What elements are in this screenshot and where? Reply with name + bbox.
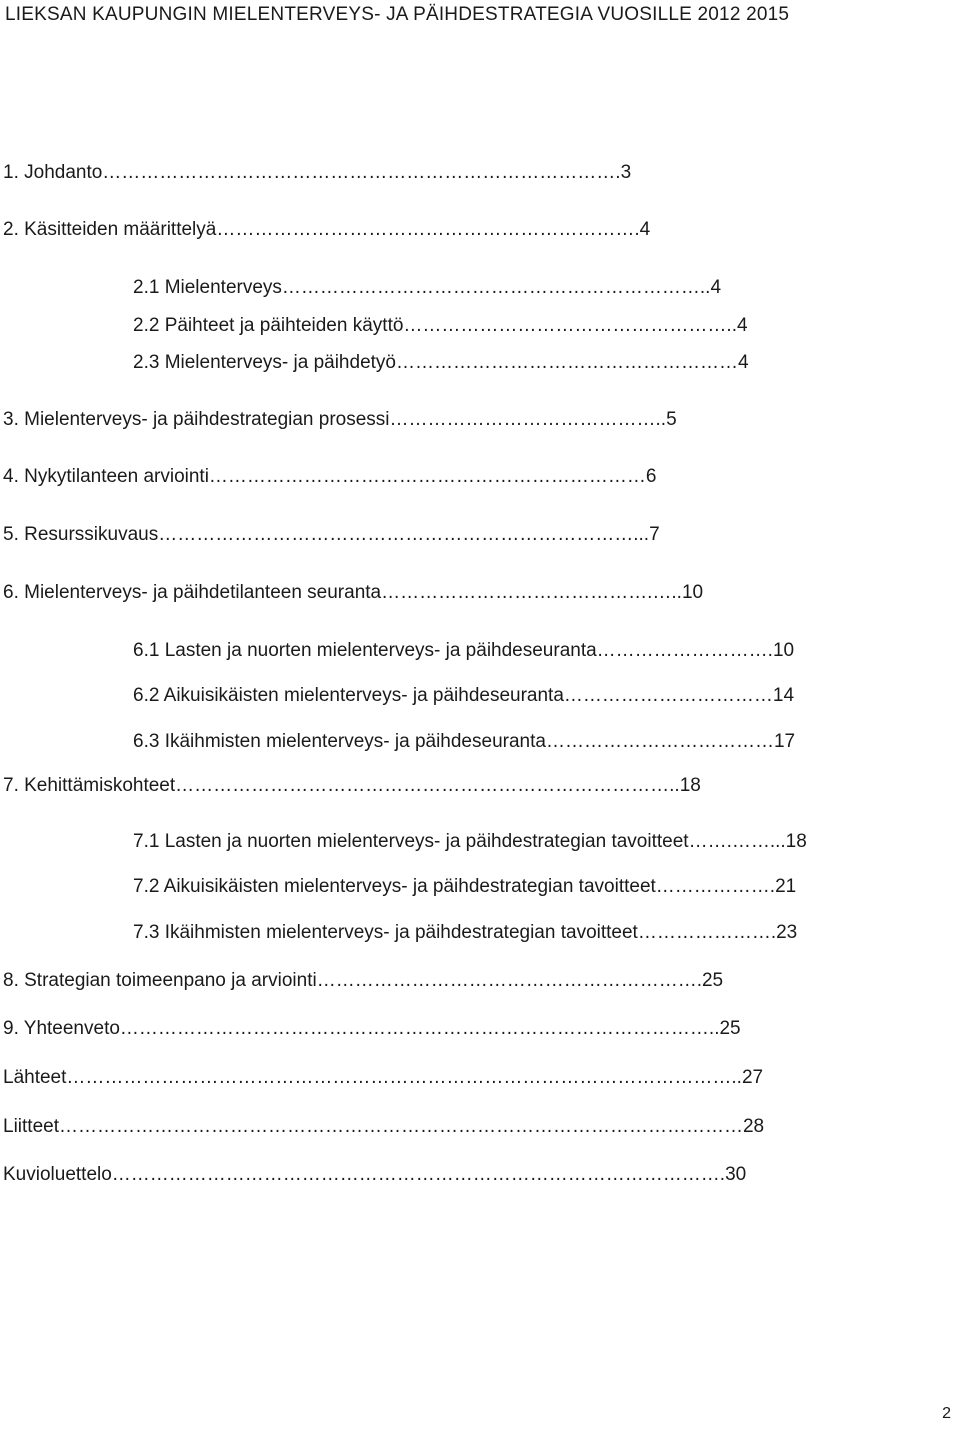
toc-entry: Liitteet………………………………………………………………………………………………28 <box>3 1116 765 1137</box>
toc-subentry: 7.2 Aikuisikäisten mielenterveys- ja päihdestrategian tavoitteet……………….21 <box>133 876 797 897</box>
document-header: LIEKSAN KAUPUNGIN MIELENTERVEYS- JA PÄIHDESTRATEGIA VUOSILLE 2012 2015 <box>5 4 790 25</box>
toc-subentry: 7.1 Lasten ja nuorten mielenterveys- ja päihdestrategian tavoitteet…….……...18 <box>133 831 807 852</box>
toc-entry: 4. Nykytilanteen arviointi……………………………………………………………6 <box>3 466 657 487</box>
toc-subentry: 6.2 Aikuisikäisten mielenterveys- ja päihdeseuranta……………………………14 <box>133 685 795 706</box>
toc-subentry: 2.3 Mielenterveys- ja päihdetyö………………………………………………4 <box>133 352 749 373</box>
toc-subentry: 6.1 Lasten ja nuorten mielenterveys- ja päihdeseuranta……………………….10 <box>133 640 795 661</box>
page-number: 2 <box>942 1405 951 1422</box>
toc-entry: 5. Resurssikuvaus…………………………………………………………………...7 <box>3 524 660 545</box>
toc-entry: Kuvioluettelo…………………………………………………………………………………….30 <box>3 1164 747 1185</box>
toc-entry: 7. Kehittämiskohteet……………………………………………………………………..18 <box>3 775 701 796</box>
toc-entry: 1. Johdanto……………………………………………………………………….3 <box>3 162 632 183</box>
toc-entry: 6. Mielenterveys- ja päihdetilanteen seuranta…………………………………….…..10 <box>3 582 704 603</box>
toc-entry: 8. Strategian toimeenpano ja arviointi…………………………………………………….25 <box>3 970 724 991</box>
toc-subentry: 7.3 Ikäihmisten mielenterveys- ja päihdestrategian tavoitteet………………….23 <box>133 922 798 943</box>
toc-entry: 3. Mielenterveys- ja päihdestrategian prosessi……………………………………..5 <box>3 409 677 430</box>
toc-entry: Lähteet……………………………………………………………………………………………..27 <box>3 1067 764 1088</box>
toc-entry: 9. Yhteenveto…………………………………………………………………………………..25 <box>3 1018 741 1039</box>
toc-subentry: 6.3 Ikäihmisten mielenterveys- ja päihdeseuranta………………………………17 <box>133 731 796 752</box>
toc-subentry: 2.1 Mielenterveys…………………………………………………………..4 <box>133 277 722 298</box>
toc-subentry: 2.2 Päihteet ja päihteiden käyttö……………………………………………..4 <box>133 315 748 336</box>
toc-entry: 2. Käsitteiden määrittelyä………………………………………………………….4 <box>3 219 651 240</box>
